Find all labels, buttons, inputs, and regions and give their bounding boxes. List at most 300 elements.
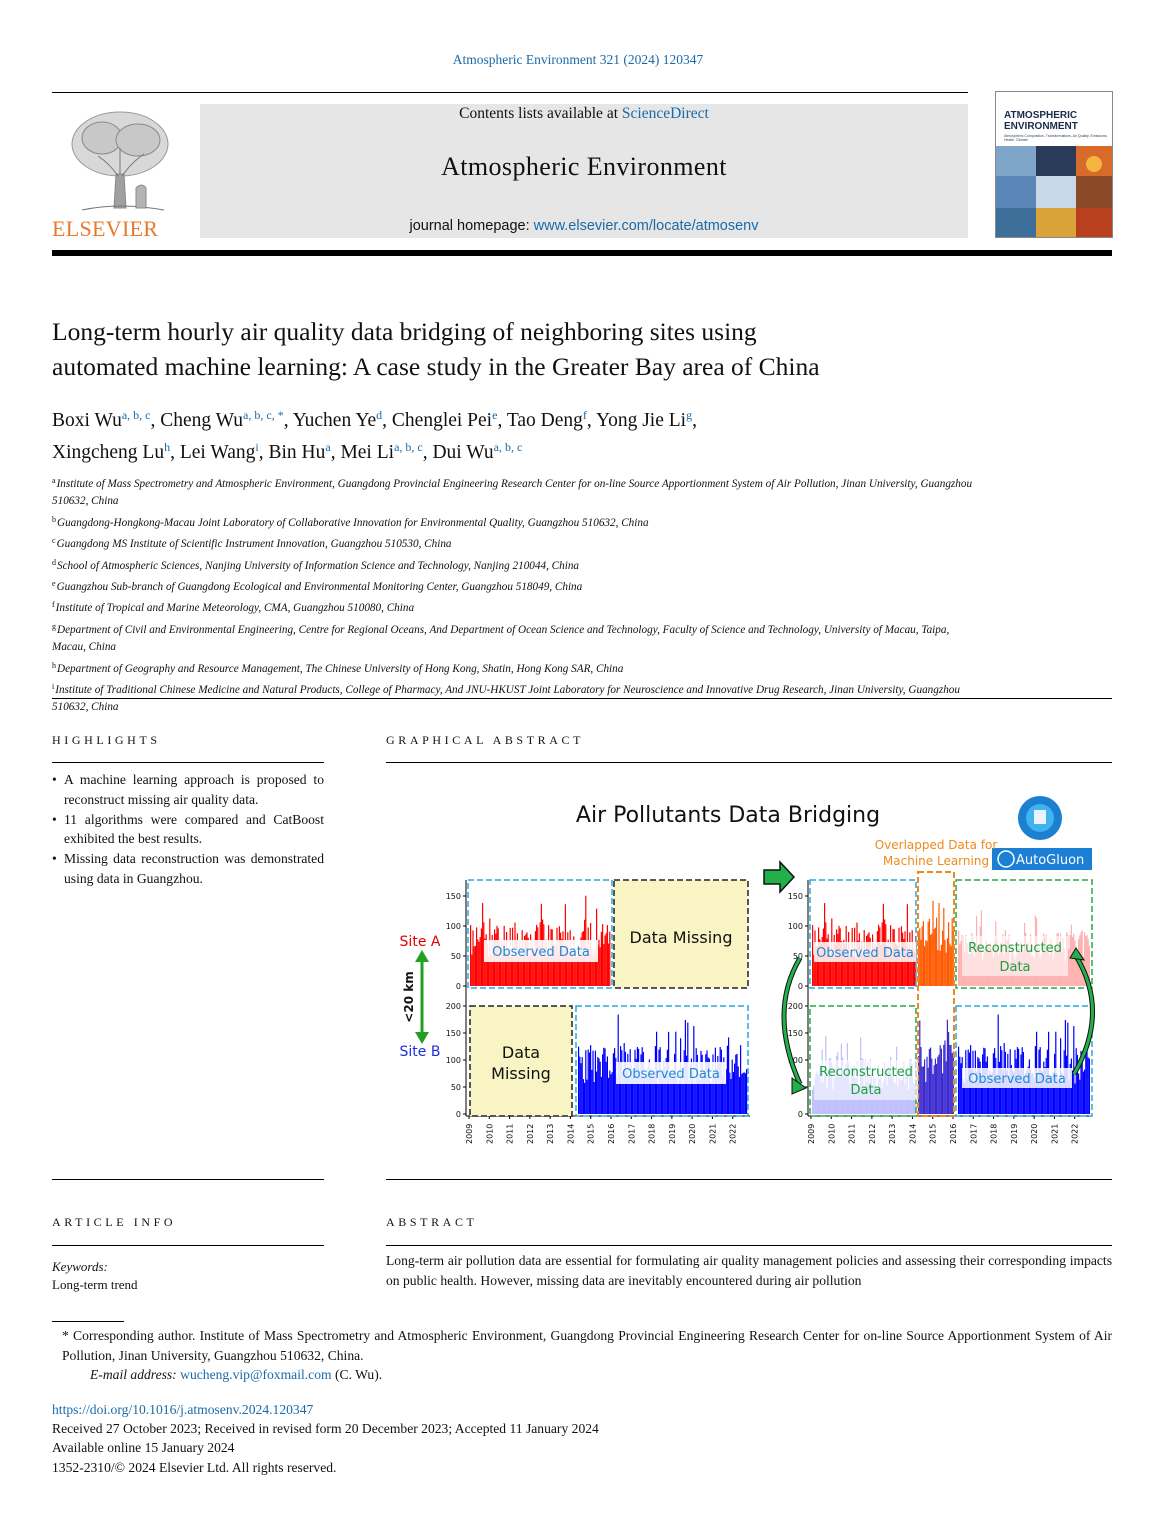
author-affiliation-marker[interactable]: a, b, c, * <box>243 408 284 422</box>
highlight-item: • 11 algorithms were compared and CatBoost exhibited the best results. <box>52 810 324 850</box>
affiliation-item <box>52 532 982 553</box>
received-history: Received 27 October 2023; Received in revised form 20 December 2023; Accepted 11 January 2024 <box>52 1421 599 1437</box>
site-b-observed-bar <box>742 1073 743 1114</box>
overlap-bar <box>919 928 920 986</box>
site-a-observed-bar <box>471 955 472 986</box>
overlap-bar <box>942 931 943 986</box>
overlap-bar <box>930 1048 931 1114</box>
article-title <box>52 314 1052 384</box>
author-affiliation-marker[interactable]: g <box>686 408 693 422</box>
author-separator: , <box>330 442 341 463</box>
author-name[interactable]: Cheng Wu <box>160 410 244 431</box>
site-b-observed-bar <box>608 1078 609 1114</box>
observed-label-right-b: Observed Data <box>968 1072 1066 1087</box>
graphical-abstract-figure <box>386 782 1112 1160</box>
highlights-rule <box>52 762 324 763</box>
y-tick-label: 0 <box>455 1110 461 1119</box>
x-tick-label: 2014 <box>566 1123 576 1144</box>
site-a-observed-bar <box>470 925 471 986</box>
transition-arrow-icon <box>764 862 794 892</box>
y-tick-label: 0 <box>797 1110 803 1119</box>
y-tick-label: 50 <box>450 1083 461 1092</box>
site-b-observed-bar <box>730 1079 731 1114</box>
site-b-observed-bar <box>1072 1070 1073 1114</box>
affiliation-item <box>52 554 982 575</box>
overlap-bar <box>947 1020 948 1114</box>
overlap-bar <box>948 922 949 986</box>
site-b-observed-bar <box>741 1074 742 1114</box>
x-tick-label: 2013 <box>546 1123 556 1144</box>
x-tick-label: 2011 <box>505 1123 515 1144</box>
affiliations-rule <box>52 698 1112 699</box>
site-b-observed-bar <box>614 1048 615 1114</box>
site-a-observed-bar <box>478 942 479 986</box>
graphical-abstract-bottom-rule <box>386 1179 1112 1180</box>
x-tick-label: 2009 <box>807 1123 816 1144</box>
overlap-label-1: Overlapped Data for <box>874 838 998 852</box>
affiliation-text: Department of Geography and Resource Management, The Chinese University of Hong Kong, Shatin, Hong Kong SAR, China <box>57 662 624 675</box>
overlap-bar <box>928 1068 929 1114</box>
affiliation-label: h <box>52 660 56 670</box>
site-a-reconstructed-bar <box>1072 937 1073 986</box>
overlap-bar <box>929 919 930 986</box>
site-b-label: Site B <box>399 1044 441 1060</box>
site-b-observed-bar <box>586 1080 587 1114</box>
site-b-observed-bar <box>594 1082 595 1114</box>
site-a-observed-bar <box>603 944 604 986</box>
abstract-rule <box>386 1245 1112 1246</box>
x-tick-label: 2017 <box>627 1123 637 1144</box>
keywords-label: Keywords: <box>52 1259 108 1274</box>
publication-info <box>52 1400 1112 1477</box>
site-b-observed-bar <box>738 1066 739 1114</box>
site-b-observed-bar <box>1089 1059 1090 1114</box>
homepage-link[interactable]: www.elsevier.com/locate/atmosenv <box>533 218 759 234</box>
overlap-bar <box>924 1059 925 1114</box>
abstract-heading: ABSTRACT <box>386 1215 478 1229</box>
overlap-bar <box>929 1049 930 1114</box>
site-b-observed-bar <box>596 1072 597 1114</box>
site-b-observed-bar <box>710 1083 711 1114</box>
graphical-abstract-heading: GRAPHICAL ABSTRACT <box>386 733 585 747</box>
affiliation-text: Institute of Traditional Chinese Medicine and Natural Products, College of Pharmacy, And JNU-HKUST Joint Laboratory for Neuroscience and Innovative Drug Research, Jinan University, Guangzhou 510632, China <box>52 684 960 714</box>
x-tick-label: 2015 <box>586 1123 596 1144</box>
author-separator: , <box>258 442 269 463</box>
affiliation-item <box>52 618 982 657</box>
email-suffix: (C. Wu). <box>334 1367 383 1382</box>
journal-reference[interactable]: Atmospheric Environment 321 (2024) 120347 <box>452 52 704 67</box>
contents-available-line <box>200 105 968 123</box>
ga-title: Air Pollutants Data Bridging <box>575 803 881 828</box>
site-b-observed-bar <box>734 1064 735 1114</box>
site-a-observed-bar <box>609 932 610 986</box>
y-tick-label: 50 <box>450 952 461 961</box>
site-a-observed-bar <box>482 903 483 986</box>
missing-label-site-b-1: Data <box>501 1043 541 1062</box>
site-b-observed-bar <box>729 1073 730 1114</box>
author-affiliation-marker[interactable]: h <box>164 440 171 454</box>
cover-subtitle: Atmospheric Composition, Transformations, Air Quality, Emissions, Health, Climate <box>1004 134 1108 142</box>
overlap-bar <box>923 1066 924 1114</box>
author-affiliation-marker[interactable]: a, b, c <box>394 440 423 454</box>
affiliation-label: b <box>52 514 56 524</box>
site-b-observed-bar <box>612 1072 613 1114</box>
overlap-bar <box>949 1045 950 1114</box>
overlap-label-2: Machine Learning <box>882 854 990 868</box>
site-b-observed-bar <box>591 1070 592 1114</box>
site-b-observed-bar <box>597 1057 598 1114</box>
site-b-observed-bar <box>590 1045 591 1114</box>
site-a-observed-bar <box>602 924 603 986</box>
overlap-bar <box>949 944 950 986</box>
reconstructed-label-b-1: Reconstructed <box>819 1065 913 1080</box>
site-b-observed-bar <box>1078 1073 1079 1114</box>
site-b-observed-bar <box>588 1050 589 1114</box>
x-tick-label: 2019 <box>1009 1123 1019 1144</box>
y-tick-label: 200 <box>787 1002 803 1011</box>
site-b-observed-bar <box>744 1072 745 1114</box>
cover-title: ATMOSPHERIC ENVIRONMENT <box>1004 110 1078 132</box>
site-a-reconstructed-bar <box>1068 949 1069 986</box>
site-b-observed-bar <box>1083 1072 1084 1114</box>
affiliation-label: d <box>52 557 56 567</box>
site-a-observed-bar <box>601 932 602 986</box>
site-a-observed-bar <box>477 939 478 986</box>
x-tick-label: 2022 <box>728 1123 738 1144</box>
site-a-observed-bar <box>475 946 476 986</box>
site-b-observed-bar <box>1074 1084 1075 1114</box>
graphical-abstract-rule <box>386 762 1112 763</box>
author-affiliation-marker[interactable]: a <box>325 440 331 454</box>
y-tick-label: 100 <box>445 1056 461 1065</box>
email-link[interactable]: wucheng.vip@foxmail.com <box>180 1367 332 1382</box>
overlap-bar <box>932 1074 933 1114</box>
y-tick-label: 150 <box>445 892 461 901</box>
overlap-bar <box>924 946 925 986</box>
overlap-bar <box>920 1047 921 1114</box>
x-tick-label: 2012 <box>867 1123 877 1144</box>
site-b-observed-bar <box>592 1051 593 1114</box>
x-tick-label: 2014 <box>908 1123 918 1144</box>
site-b-observed-bar <box>606 1062 607 1114</box>
author-affiliation-marker[interactable]: d <box>376 408 383 422</box>
overlap-bar <box>931 933 932 986</box>
site-b-observed-bar <box>733 1072 734 1114</box>
abstract-text: Long-term air pollution data are essential for formulating air quality management policies and assessing their corresponding impacts on public health. However, missing data are inevitably encountered during air pollution <box>386 1253 1112 1288</box>
affiliation-text: Guangdong MS Institute of Scientific Instrument Innovation, Guangzhou 510530, China <box>56 538 452 551</box>
journal-homepage-line <box>200 218 968 234</box>
site-b-observed-bar <box>607 1056 608 1114</box>
missing-label-site-a: Data Missing <box>629 928 733 947</box>
y-tick-label: 100 <box>787 1056 803 1065</box>
author-name[interactable]: Yong Jie Li <box>595 410 687 431</box>
site-b-observed-bar <box>600 1062 601 1114</box>
site-a-observed-bar <box>481 929 482 986</box>
author-name[interactable]: Boxi Wu <box>52 410 122 431</box>
x-tick-label: 2010 <box>827 1123 837 1144</box>
affiliation-text: School of Atmospheric Sciences, Nanjing University of Information Science and Technology, Nanjing 210044, China <box>57 559 580 572</box>
site-b-observed-bar <box>598 1058 599 1114</box>
site-a-reconstructed-bar <box>1074 941 1075 986</box>
overlap-bar <box>944 940 945 986</box>
title-line-2: automated machine learning: A case study in the Greater Bay area of China <box>52 352 820 381</box>
author-separator: , <box>283 410 293 431</box>
overlap-bar <box>943 908 944 986</box>
highlight-item: • A machine learning approach is proposed to reconstruct missing air quality data. <box>52 770 324 810</box>
site-b-observed-bar <box>1084 1070 1085 1114</box>
site-b-observed-bar <box>739 1077 740 1114</box>
y-tick-label: 200 <box>445 1002 461 1011</box>
y-tick-label: 100 <box>445 922 461 931</box>
site-a-observed-bar <box>474 946 475 986</box>
overlap-bar <box>920 940 921 986</box>
site-b-observed-bar <box>746 1069 747 1114</box>
observed-label-right-a: Observed Data <box>816 946 914 961</box>
affiliation-label: c <box>52 536 56 546</box>
site-b-observed-bar <box>580 1063 581 1114</box>
author-affiliation-marker[interactable]: f <box>582 408 587 422</box>
x-tick-label: 2018 <box>989 1123 999 1144</box>
overlap-bar <box>937 950 938 986</box>
overlap-bar <box>942 1073 943 1114</box>
autogluon-label: AutoGluon <box>1016 853 1085 868</box>
site-a-observed-bar <box>476 927 477 986</box>
contents-prefix: Contents lists available at <box>459 105 622 122</box>
overlap-bar <box>944 1040 945 1114</box>
overlap-bar <box>941 1049 942 1114</box>
overlap-bar <box>922 1067 923 1114</box>
affiliation-label: g <box>52 621 56 631</box>
cover-image-collage <box>996 146 1113 238</box>
author-name[interactable]: Chenglei Pei <box>391 410 493 431</box>
highlights-heading: HIGHLIGHTS <box>52 733 161 747</box>
site-b-observed-bar <box>694 1084 695 1114</box>
author-name[interactable]: Bin Hu <box>268 442 326 463</box>
overlap-bar <box>925 1082 926 1114</box>
highlights-bottom-rule <box>52 1179 324 1180</box>
homepage-prefix: journal homepage: <box>409 218 534 234</box>
site-a-observed-bar <box>604 935 605 986</box>
site-a-observed-bar <box>608 944 609 986</box>
author-name[interactable]: Xingcheng Lu <box>52 442 165 463</box>
site-b-observed-bar <box>584 1083 585 1114</box>
email-label: E-mail address: <box>90 1367 177 1382</box>
overlap-bar <box>940 951 941 986</box>
overlap-bar <box>926 941 927 986</box>
site-b-observed-bar <box>958 1047 959 1114</box>
site-a-observed-bar <box>472 930 473 986</box>
site-b-observed-bar <box>1079 1080 1080 1114</box>
author-affiliation-marker[interactable]: a, b, c <box>493 440 523 454</box>
affiliation-list <box>52 472 982 717</box>
missing-label-site-b-2: Missing <box>491 1064 551 1083</box>
doi-link[interactable]: https://doi.org/10.1016/j.atmosenv.2024.120347 <box>52 1402 314 1417</box>
header-rule <box>52 92 968 93</box>
overlap-bar <box>934 1065 935 1114</box>
site-b-observed-bar <box>609 1071 610 1114</box>
site-b-observed-bar <box>578 1047 579 1114</box>
overlap-bar <box>937 1057 938 1114</box>
reconstructed-label-b-2: Data <box>850 1083 882 1098</box>
site-b-observed-bar <box>579 1057 580 1114</box>
x-tick-label: 2019 <box>667 1123 677 1144</box>
site-a-label: Site A <box>399 934 441 950</box>
author-separator: , <box>382 410 392 431</box>
site-b-observed-bar <box>745 1073 746 1114</box>
site-b-observed-bar <box>688 1080 689 1114</box>
reconstructed-label-a-2: Data <box>999 960 1031 975</box>
affiliation-text: Guangdong-Hongkong-Macau Joint Laboratory of Collaborative Innovation for Environmental Quality, Guangzhou 510632, China <box>57 516 649 529</box>
y-tick-label: 0 <box>455 982 461 991</box>
site-b-observed-bar <box>1076 1048 1077 1114</box>
overlap-bar <box>940 1045 941 1114</box>
x-tick-label: 2016 <box>607 1123 616 1144</box>
site-a-reconstructed-bar <box>958 931 959 986</box>
site-b-observed-bar <box>724 1084 725 1114</box>
affiliation-label: a <box>52 476 56 485</box>
site-a-observed-bar <box>607 925 608 986</box>
author-separator: , <box>497 410 507 431</box>
overlap-bar <box>938 903 939 986</box>
site-b-observed-bar <box>960 1063 961 1114</box>
affiliation-item <box>52 472 982 511</box>
autogluon-logo <box>992 796 1092 870</box>
site-b-reconstructed-bar <box>812 1090 813 1114</box>
elsevier-wordmark: ELSEVIER <box>52 216 159 241</box>
observed-label-site-b: Observed Data <box>622 1067 720 1082</box>
affiliation-text: Guangzhou Sub-branch of Guangdong Ecological and Environmental Monitoring Center, Guangzhou 518049, China <box>56 581 583 594</box>
y-tick-label: 150 <box>787 1029 803 1038</box>
x-tick-label: 2020 <box>688 1123 698 1144</box>
keyword-item[interactable]: Long-term trend <box>52 1277 138 1292</box>
author-name[interactable]: Tao Deng <box>506 410 583 431</box>
overlap-bar <box>935 1059 936 1114</box>
site-a-observed-bar <box>812 925 813 986</box>
site-a-observed-bar <box>606 933 607 986</box>
x-tick-label: 2018 <box>647 1123 657 1144</box>
author-name[interactable]: Dui Wu <box>432 442 494 463</box>
ga-left-panel <box>400 880 750 1144</box>
site-b-observed-bar <box>727 1046 728 1114</box>
site-b-observed-bar <box>959 1057 960 1114</box>
overlap-bar <box>930 935 931 986</box>
overlap-bar <box>928 922 929 986</box>
affiliation-text: Department of Civil and Environmental Engineering, Centre for Regional Oceans, And Department of Ocean Science and Technology, Faculty of Science and Technology, University of Macau, Taipa, Macau, China <box>52 623 950 654</box>
overlap-bar <box>946 1061 947 1114</box>
x-tick-label: 2012 <box>525 1123 535 1144</box>
overlap-bar <box>952 918 953 986</box>
site-b-observed-bar <box>740 1045 741 1114</box>
affiliation-text: Institute of Mass Spectrometry and Atmospheric Environment, Guangdong Provincial Engineering Research Center for on-line Source Apportionment System of Air Pollution, Jinan University, Guangzhou 510632, China <box>52 478 973 508</box>
site-a-observed-bar <box>598 940 599 986</box>
author-separator: , <box>150 410 161 431</box>
y-tick-label: 150 <box>445 1029 461 1038</box>
site-a-observed-bar <box>480 937 481 986</box>
x-tick-label: 2021 <box>708 1123 718 1144</box>
site-b-observed-bar <box>657 1083 658 1114</box>
journal-name: Atmospheric Environment <box>441 152 727 181</box>
author-name[interactable]: Mei Li <box>340 442 395 463</box>
affiliation-text: Institute of Tropical and Marine Meteorology, CMA, Guangzhou 510080, China <box>55 602 415 615</box>
site-b-observed-bar <box>595 1051 596 1114</box>
y-tick-label: 100 <box>787 922 803 931</box>
affiliation-label: i <box>52 682 55 692</box>
highlight-item: • Missing data reconstruction was demonstrated using data in Guangzhou. <box>52 849 324 889</box>
article-info-heading: ARTICLE INFO <box>52 1215 177 1229</box>
author-list <box>52 402 1052 466</box>
observed-label-site-a: Observed Data <box>492 945 590 960</box>
site-b-observed-bar <box>585 1050 586 1114</box>
site-b-observed-bar <box>604 1048 605 1114</box>
reconstructed-label-a-1: Reconstructed <box>968 941 1062 956</box>
y-tick-label: 50 <box>792 952 803 961</box>
author-affiliation-marker[interactable]: i <box>255 440 259 454</box>
x-tick-label: 2017 <box>969 1123 979 1144</box>
affiliation-item <box>52 657 982 678</box>
affiliation-label: e <box>52 579 56 589</box>
x-tick-label: 2010 <box>485 1123 495 1144</box>
sciencedirect-link[interactable]: ScienceDirect <box>621 105 709 122</box>
corresponding-text: * Corresponding author. Institute of Mass Spectrometry and Atmospheric Environment, Guangdong Provincial Engineering Research Center for on-line Source Apportionment System of Air Pollution, Jinan University, Guangzhou 510632, China. <box>62 1328 1112 1363</box>
author-name[interactable]: Yuchen Ye <box>292 410 377 431</box>
site-b-observed-bar <box>601 1077 602 1114</box>
affiliation-item <box>52 596 982 617</box>
overlap-bar <box>923 921 924 986</box>
site-b-observed-bar <box>613 1053 614 1114</box>
site-b-observed-bar <box>602 1054 603 1114</box>
corresponding-author-footnote <box>52 1326 1112 1365</box>
overlap-bar <box>950 946 951 986</box>
author-affiliation-marker[interactable]: a, b, c <box>121 408 151 422</box>
x-tick-label: 2011 <box>847 1123 857 1144</box>
overlap-bar <box>931 1059 932 1114</box>
overlap-bar <box>952 1053 953 1114</box>
x-tick-label: 2021 <box>1050 1123 1060 1144</box>
overlap-bar <box>925 940 926 986</box>
overlap-bar <box>946 952 947 986</box>
overlap-bar <box>922 926 923 986</box>
x-tick-label: 2015 <box>928 1123 938 1144</box>
site-b-observed-bar <box>728 1037 729 1114</box>
overlap-bar <box>936 918 937 986</box>
author-separator: , <box>692 410 697 431</box>
distance-label: <20 km <box>402 971 416 1023</box>
ga-right-panel <box>784 872 1093 1144</box>
author-name[interactable]: Lei Wang <box>179 442 256 463</box>
site-a-reconstructed-bar <box>1070 935 1071 986</box>
x-tick-label: 2022 <box>1070 1123 1080 1144</box>
author-affiliation-marker[interactable]: e <box>492 408 498 422</box>
email-line <box>52 1365 1112 1385</box>
site-b-observed-bar <box>582 1057 583 1114</box>
affiliation-item <box>52 575 982 596</box>
site-b-observed-bar <box>732 1060 733 1114</box>
site-b-observed-bar <box>711 1081 712 1114</box>
site-b-observed-bar <box>610 1074 611 1114</box>
journal-cover-thumbnail[interactable] <box>995 91 1113 238</box>
site-b-observed-bar <box>679 1080 680 1114</box>
y-tick-label: 150 <box>787 892 803 901</box>
site-b-observed-bar <box>678 1083 679 1114</box>
overlap-bar <box>935 928 936 986</box>
site-b-observed-bar <box>682 1083 683 1114</box>
x-tick-label: 2016 <box>949 1123 958 1144</box>
article-info-rule <box>52 1245 324 1246</box>
overlap-bar <box>950 1045 951 1114</box>
site-b-observed-bar <box>735 1055 736 1114</box>
copyright: 1352-2310/© 2024 Elsevier Ltd. All rights reserved. <box>52 1459 337 1475</box>
site-b-observed-bar <box>1086 1050 1087 1114</box>
